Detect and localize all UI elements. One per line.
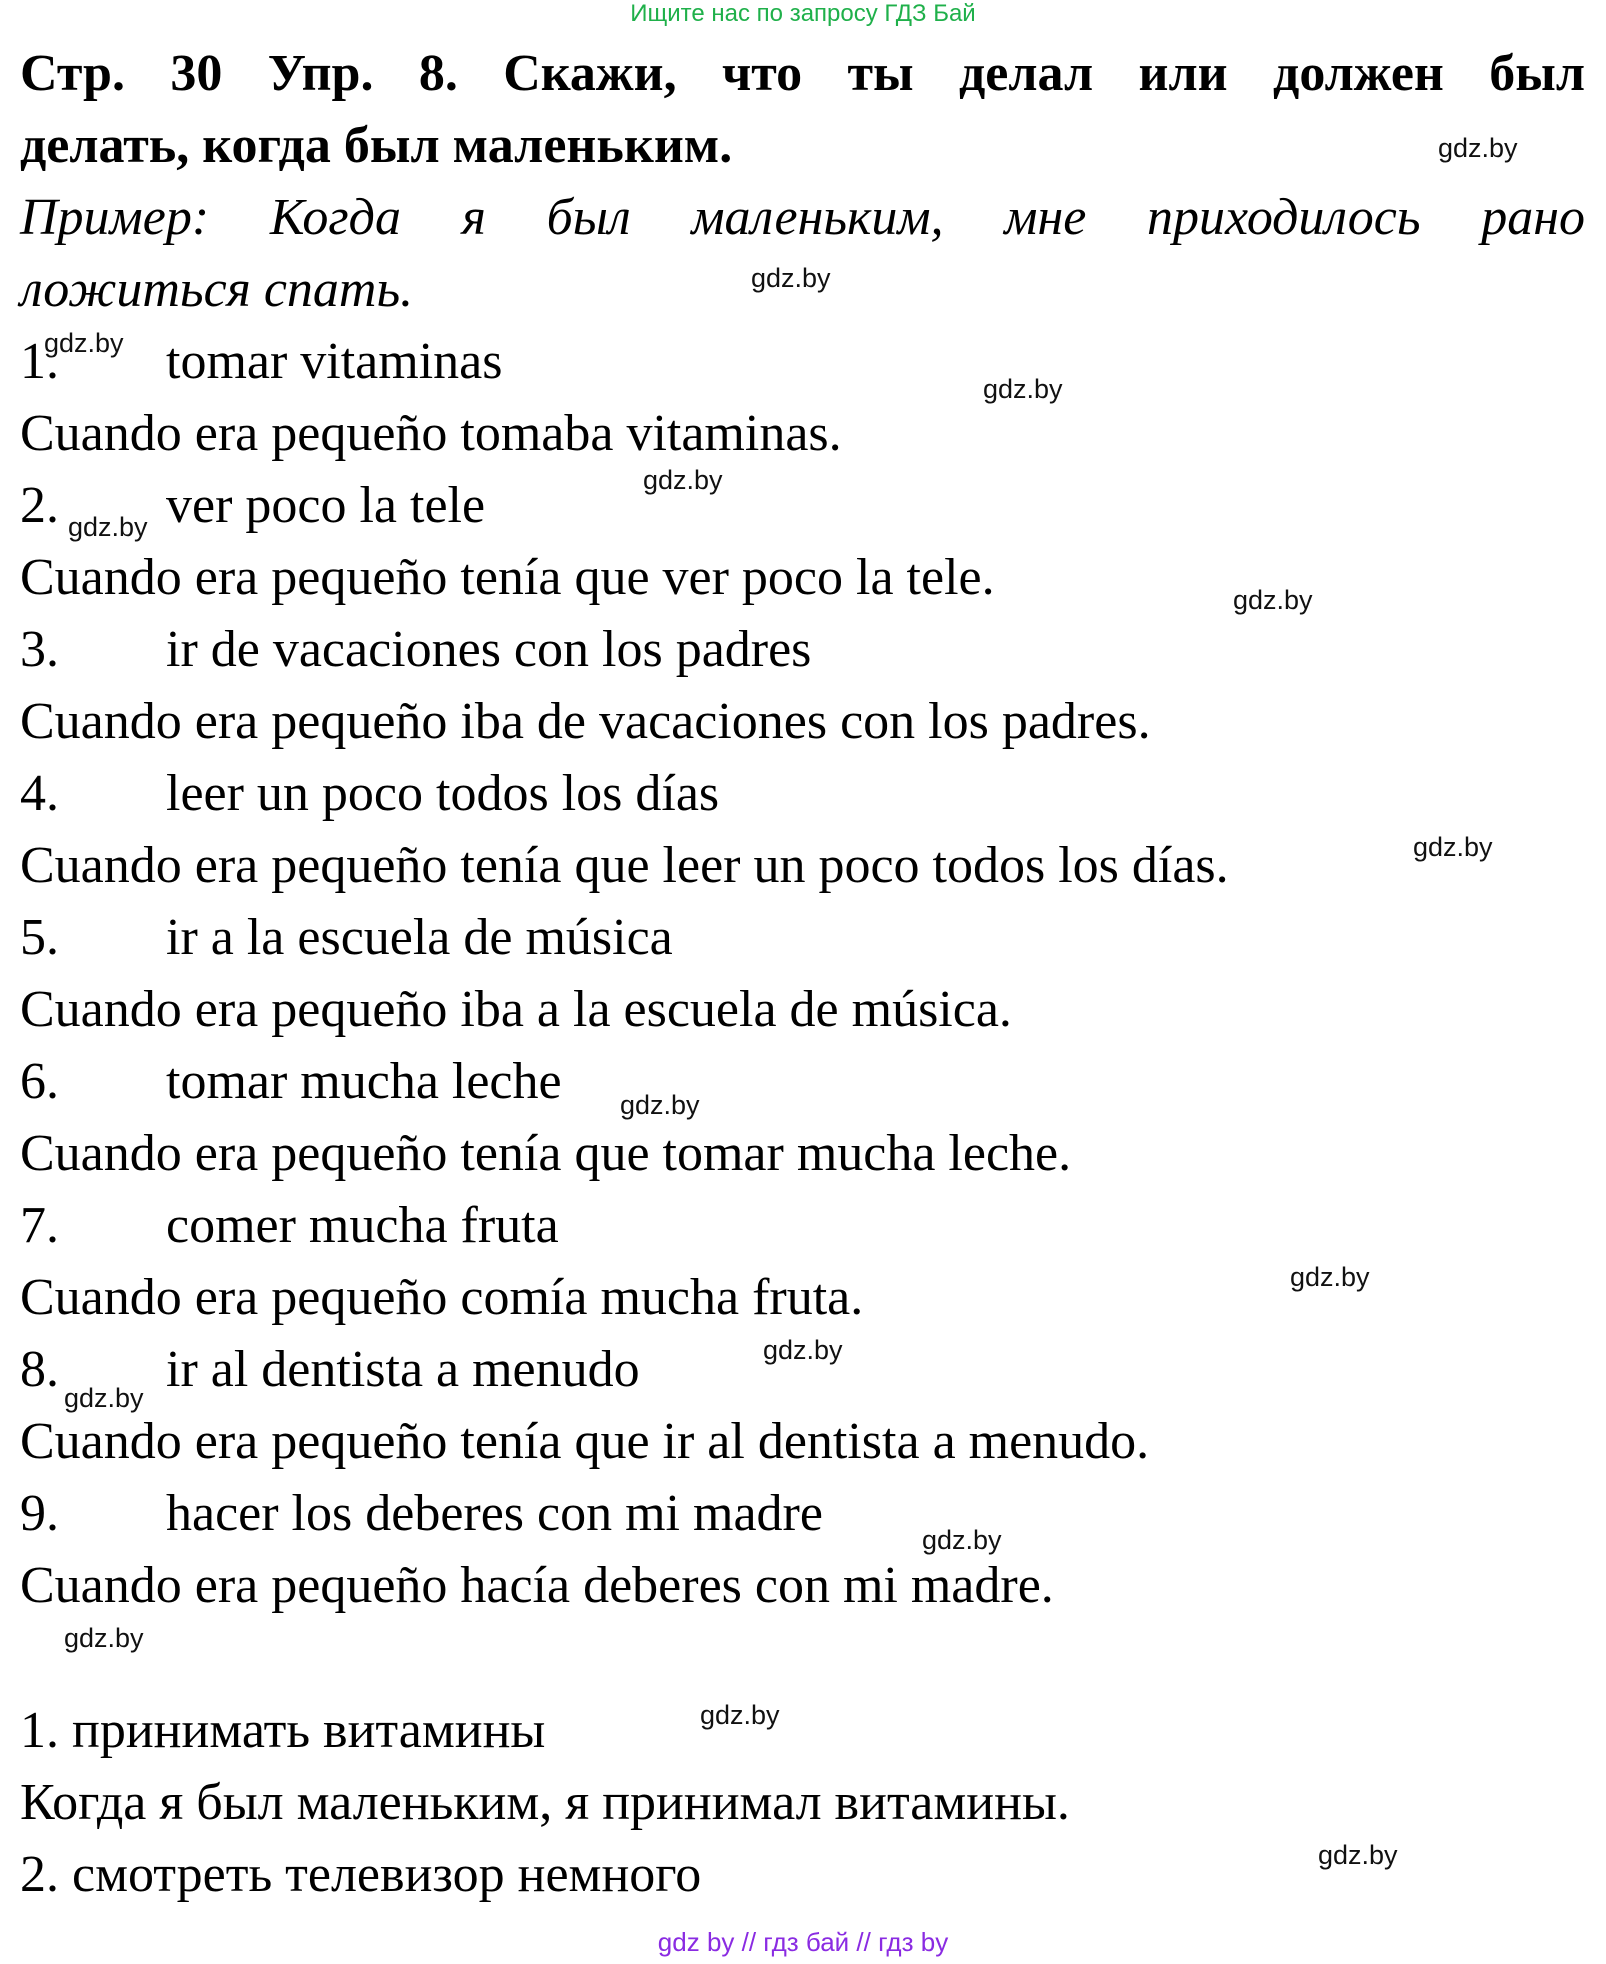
item-2-phrase: ver poco la tele: [166, 477, 486, 534]
item-4-number: 4.: [20, 765, 59, 822]
item-9-answer: Cuando era pequeño hacía deberes con mi madre.: [20, 1557, 1054, 1614]
item-5-number: 5.: [20, 909, 59, 966]
item-7-prompt: [20, 1190, 559, 1262]
item-7-phrase: comer mucha fruta: [166, 1197, 559, 1254]
item-3-answer: Cuando era pequeño iba de vacaciones con los padres.: [20, 693, 1151, 750]
item-9-phrase: hacer los deberes con mi madre: [166, 1485, 823, 1542]
top-banner[interactable]: Ищите нас по запросу ГДЗ Бай: [630, 0, 976, 27]
watermark: gdz.by: [68, 512, 148, 542]
item-5-phrase: ir a la escuela de música: [166, 909, 673, 966]
item-1-phrase: tomar vitaminas: [166, 333, 503, 390]
watermark: gdz.by: [620, 1090, 700, 1120]
item-6-number: 6.: [20, 1053, 59, 1110]
watermark: gdz.by: [1413, 832, 1493, 862]
page-title-line-1: Стр. 30 Упр. 8. Скажи, что ты делал или должен был: [20, 45, 1585, 102]
translation-answer-1: Когда я был маленьким, я принимал витамины.: [20, 1774, 1070, 1831]
watermark: gdz.by: [643, 465, 723, 495]
example-line-2: ложиться спать.: [20, 261, 414, 318]
translation-item-1: 1. принимать витамины: [20, 1702, 546, 1759]
watermark: gdz.by: [1318, 1840, 1398, 1870]
item-3-number: 3.: [20, 621, 59, 678]
item-5-answer: Cuando era pequeño iba a la escuela de música.: [20, 981, 1012, 1038]
item-4-answer: Cuando era pequeño tenía que leer un poco todos los días.: [20, 837, 1229, 894]
item-1-answer: Cuando era pequeño tomaba vitaminas.: [20, 405, 842, 462]
item-8-phrase: ir al dentista a menudo: [166, 1341, 640, 1398]
item-3-prompt: [20, 614, 811, 686]
item-4-prompt: [20, 758, 719, 830]
item-6-prompt: [20, 1046, 562, 1118]
watermark: gdz.by: [64, 1623, 144, 1653]
item-4-phrase: leer un poco todos los días: [166, 765, 720, 822]
watermark: gdz.by: [751, 263, 831, 293]
item-6-phrase: tomar mucha leche: [166, 1053, 562, 1110]
item-9-number: 9.: [20, 1485, 59, 1542]
watermark: gdz.by: [1438, 133, 1518, 163]
page-title-line-2: делать, когда был маленьким.: [20, 117, 733, 174]
item-8-number: 8.: [20, 1341, 59, 1398]
translation-item-2: 2. смотреть телевизор немного: [20, 1846, 702, 1903]
item-1-number: 1.: [20, 333, 59, 390]
watermark: gdz.by: [1290, 1262, 1370, 1292]
watermark: gdz.by: [44, 328, 124, 358]
item-7-answer: Cuando era pequeño comía mucha fruta.: [20, 1269, 864, 1326]
footer-links[interactable]: gdz by // гдз бай // гдз by: [657, 1927, 949, 1957]
watermark: gdz.by: [1233, 585, 1313, 615]
example-line-1: Пример: Когда я был маленьким, мне приходилось рано: [20, 189, 1585, 246]
item-2-number: 2.: [20, 477, 59, 534]
item-7-number: 7.: [20, 1197, 59, 1254]
watermark: gdz.by: [700, 1700, 780, 1730]
watermark: gdz.by: [64, 1383, 144, 1413]
item-5-prompt: [20, 902, 673, 974]
watermark: gdz.by: [922, 1525, 1002, 1555]
item-9-prompt: [20, 1478, 823, 1550]
watermark: gdz.by: [983, 374, 1063, 404]
item-3-phrase: ir de vacaciones con los padres: [166, 621, 812, 678]
watermark: gdz.by: [763, 1335, 843, 1365]
item-6-answer: Cuando era pequeño tenía que tomar mucha leche.: [20, 1125, 1072, 1182]
item-2-answer: Cuando era pequeño tenía que ver poco la tele.: [20, 549, 995, 606]
item-8-answer: Cuando era pequeño tenía que ir al dentista a menudo.: [20, 1413, 1150, 1470]
